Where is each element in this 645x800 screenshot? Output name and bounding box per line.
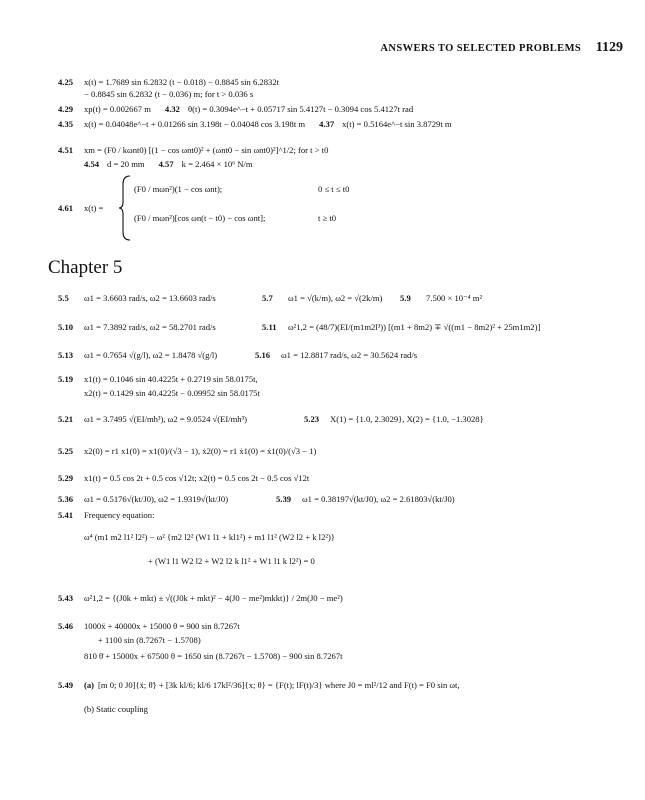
problem-number: 5.41 — [58, 510, 74, 520]
answer-text: x1(t) = 0.1046 sin 40.4225t + 0.2719 sin 58.0175t, — [84, 374, 258, 384]
answer-5-13 — [58, 350, 217, 361]
piecewise-condition-1 — [318, 184, 349, 195]
answer-text: ω1 = 7.3892 rad/s, ω2 = 58.2701 rad/s — [84, 322, 216, 332]
answer-5-25 — [58, 446, 316, 457]
frequency-equation-line-1 — [84, 532, 335, 543]
answer-5-49-part-b — [84, 704, 148, 715]
left-brace-icon — [118, 174, 132, 242]
answer-text: x2(t) = 0.1429 sin 40.4225t − 0.09952 sin 58.0175t — [84, 388, 260, 398]
problem-number: 4.51 — [58, 145, 74, 155]
running-header — [380, 40, 623, 56]
answer-text: θ(t) = 0.3094e^−t + 0.05717 sin 5.4127t − 0.3094 cos 5.4127t rad — [187, 104, 414, 114]
problem-number: 4.25 — [58, 77, 74, 87]
answer-5-29 — [58, 473, 309, 484]
piecewise-condition-2 — [318, 213, 336, 224]
problem-number: 5.21 — [58, 414, 74, 424]
answer-text: ω1 = 3.7495 √(EI/mh³), ω2 = 9.0524 √(EI/mh³) — [84, 414, 248, 424]
problem-number: 4.32 — [164, 104, 180, 114]
answer-5-36 — [58, 494, 228, 505]
problem-number: 5.29 — [58, 473, 74, 483]
problem-number: 5.10 — [58, 322, 74, 332]
answer-text: ω1 = 3.6603 rad/s, ω2 = 13.6603 rad/s — [84, 293, 216, 303]
answer-5-46-cont-2 — [58, 651, 343, 662]
answer-text: − 0.8845 sin 6.2832 (t − 0.036) m; for t > 0.036 s — [84, 89, 254, 99]
case-expression: (F0 / mωn²)(1 − cos ωnt); — [134, 184, 223, 194]
problem-number: 5.16 — [255, 350, 271, 360]
problem-number: 5.46 — [58, 621, 74, 631]
answer-text: ω1 = 12.8817 rad/s, ω2 = 30.5624 rad/s — [281, 350, 418, 360]
problem-number: 4.54 — [84, 159, 100, 169]
answer-text: ω²1,2 = {(J0k + mkt) ± √((J0k + mkt)² − 4(J0 − me²)mkkt)} / 2m(J0 − me²) — [84, 593, 343, 603]
answer-5-41 — [58, 510, 154, 521]
problem-number: 4.37 — [319, 119, 335, 129]
answer-text: ω1 = 0.7654 √(g/l), ω2 = 1.8478 √(g/l) — [84, 350, 218, 360]
answer-5-23 — [304, 414, 484, 425]
piecewise-case-1 — [134, 184, 222, 195]
problem-number: 4.57 — [158, 159, 174, 169]
case-expression: (F0 / mωn²)[cos ωn(t − t0) − cos ωnt]; — [134, 213, 266, 223]
answer-5-16 — [255, 350, 417, 361]
problem-number: 5.7 — [262, 293, 273, 303]
answer-5-19-cont — [58, 388, 260, 399]
answer-4-51 — [58, 145, 328, 156]
problem-number: 5.9 — [400, 293, 411, 303]
problem-number: 5.11 — [262, 322, 277, 332]
answer-text: 1000ẍ + 40000x + 15000 θ = 900 sin 8.7267t — [84, 621, 240, 631]
answer-5-9 — [400, 293, 482, 304]
answer-text: ω1 = 0.38197√(kt/J0), ω2 = 2.61803√(kt/J0) — [302, 494, 455, 504]
answer-heading: Frequency equation: — [84, 510, 155, 520]
answer-5-39 — [276, 494, 455, 505]
case-condition: t ≥ t0 — [318, 213, 337, 223]
page-number: 1129 — [595, 40, 623, 55]
answer-text: x(t) = 0.5164e^−t sin 3.8729t m — [342, 119, 452, 129]
answer-text: ω1 = 0.5176√(kt/J0), ω2 = 1.9319√(kt/J0) — [84, 494, 229, 504]
answer-text: + 1100 sin (8.7267t − 1.5708) — [98, 635, 201, 645]
section-title: ANSWERS TO SELECTED PROBLEMS — [380, 43, 582, 54]
piecewise-case-2 — [134, 213, 265, 224]
answer-5-19 — [58, 374, 258, 385]
equation-text: + (W1 l1 W2 l2 + W2 l2 k l1² + W1 l1 k l2²) = 0 — [148, 556, 315, 566]
answer-5-21 — [58, 414, 247, 425]
answer-text: k = 2.464 × 10⁶ N/m — [181, 159, 253, 169]
answer-5-11 — [262, 322, 540, 333]
answer-text: (b) Static coupling — [84, 704, 148, 714]
part-label: (a) — [84, 680, 95, 690]
problem-number: 4.29 — [58, 104, 74, 114]
answer-4-25 — [58, 77, 279, 88]
answer-text: ω1 = √(k/m), ω2 = √(2k/m) — [288, 293, 383, 303]
problem-number: 5.39 — [276, 494, 292, 504]
answer-text: ω²1,2 = (48/7)(EI/(m1m2l³)) [(m1 + 8m2) ∓ √((m1 − 8m2)² + 25m1m2)] — [288, 322, 541, 332]
problem-number: 5.23 — [304, 414, 320, 424]
answer-5-49 — [58, 680, 460, 691]
problem-number: 5.13 — [58, 350, 74, 360]
answer-4-61 — [58, 203, 103, 214]
answer-5-10 — [58, 322, 216, 333]
answer-4-35 — [58, 119, 452, 130]
answer-5-46-cont-1 — [58, 635, 201, 646]
problem-number: 5.49 — [58, 680, 74, 690]
answer-text: X(1) = {1.0, 2.3029}, X(2) = {1.0, −1.3028} — [330, 414, 484, 424]
answer-4-25-cont — [58, 89, 253, 100]
answer-text: xm = (F0 / kωnt0) [(1 − cos ωnt0)² + (ωnt0 − sin ωnt0)²]^1/2; for t > t0 — [84, 145, 329, 155]
frequency-equation-line-2 — [148, 556, 315, 567]
answer-text: 810 θ̈ + 15000x + 67500 θ = 1650 sin (8.7267t − 1.5708) − 900 sin 8.7267t — [84, 651, 343, 661]
answer-lhs: x(t) = — [84, 203, 104, 213]
problem-number: 5.43 — [58, 593, 74, 603]
answer-text: x1(t) = 0.5 cos 2t + 0.5 cos √12t; x2(t) = 0.5 cos 2t − 0.5 cos √12t — [84, 473, 310, 483]
chapter-heading: Chapter 5 — [48, 257, 123, 278]
answer-text: [m 0; 0 J0]{ẍ; θ̈} + [3k kl/6; kl/6 17kl²/36]{x; θ} = {F(t); lF(t)/3} where J0 = ml²/12 and F(t) = F0 sin ωt, — [98, 680, 460, 690]
answer-5-46 — [58, 621, 240, 632]
answer-4-54-4-57 — [58, 159, 253, 170]
equation-text: ω⁴ (m1 m2 l1² l2²) − ω² {m2 l2² (W1 l1 + kl1²) + m1 l1² (W2 l2 + k l2²)} — [84, 532, 335, 542]
answer-text: x2(0) = r1 x1(0) = x1(0)/(√3 − 1), ẋ2(0) = r1 ẋ1(0) = ẋ1(0)/(√3 − 1) — [84, 446, 317, 456]
problem-number: 5.36 — [58, 494, 74, 504]
case-condition: 0 ≤ t ≤ t0 — [318, 184, 350, 194]
answer-text: d = 20 mm — [107, 159, 145, 169]
answer-5-7 — [262, 293, 382, 304]
problem-number: 4.61 — [58, 203, 74, 213]
answer-text: xp(t) = 0.002667 m — [84, 104, 151, 114]
answer-text: 7.500 × 10⁻⁴ m² — [426, 293, 483, 303]
problem-number: 5.19 — [58, 374, 74, 384]
answer-text: x(t) = 0.04048e^−t + 0.01266 sin 3.198t − 0.04048 cos 3.198t m — [84, 119, 306, 129]
answer-5-5 — [58, 293, 216, 304]
problem-number: 4.35 — [58, 119, 74, 129]
answer-5-43 — [58, 593, 343, 604]
answer-4-29 — [58, 104, 413, 115]
problem-number: 5.5 — [58, 293, 69, 303]
problem-number: 5.25 — [58, 446, 74, 456]
answer-text: x(t) = 1.7689 sin 6.2832 (t − 0.018) − 0.8845 sin 6.2832t — [84, 77, 280, 87]
